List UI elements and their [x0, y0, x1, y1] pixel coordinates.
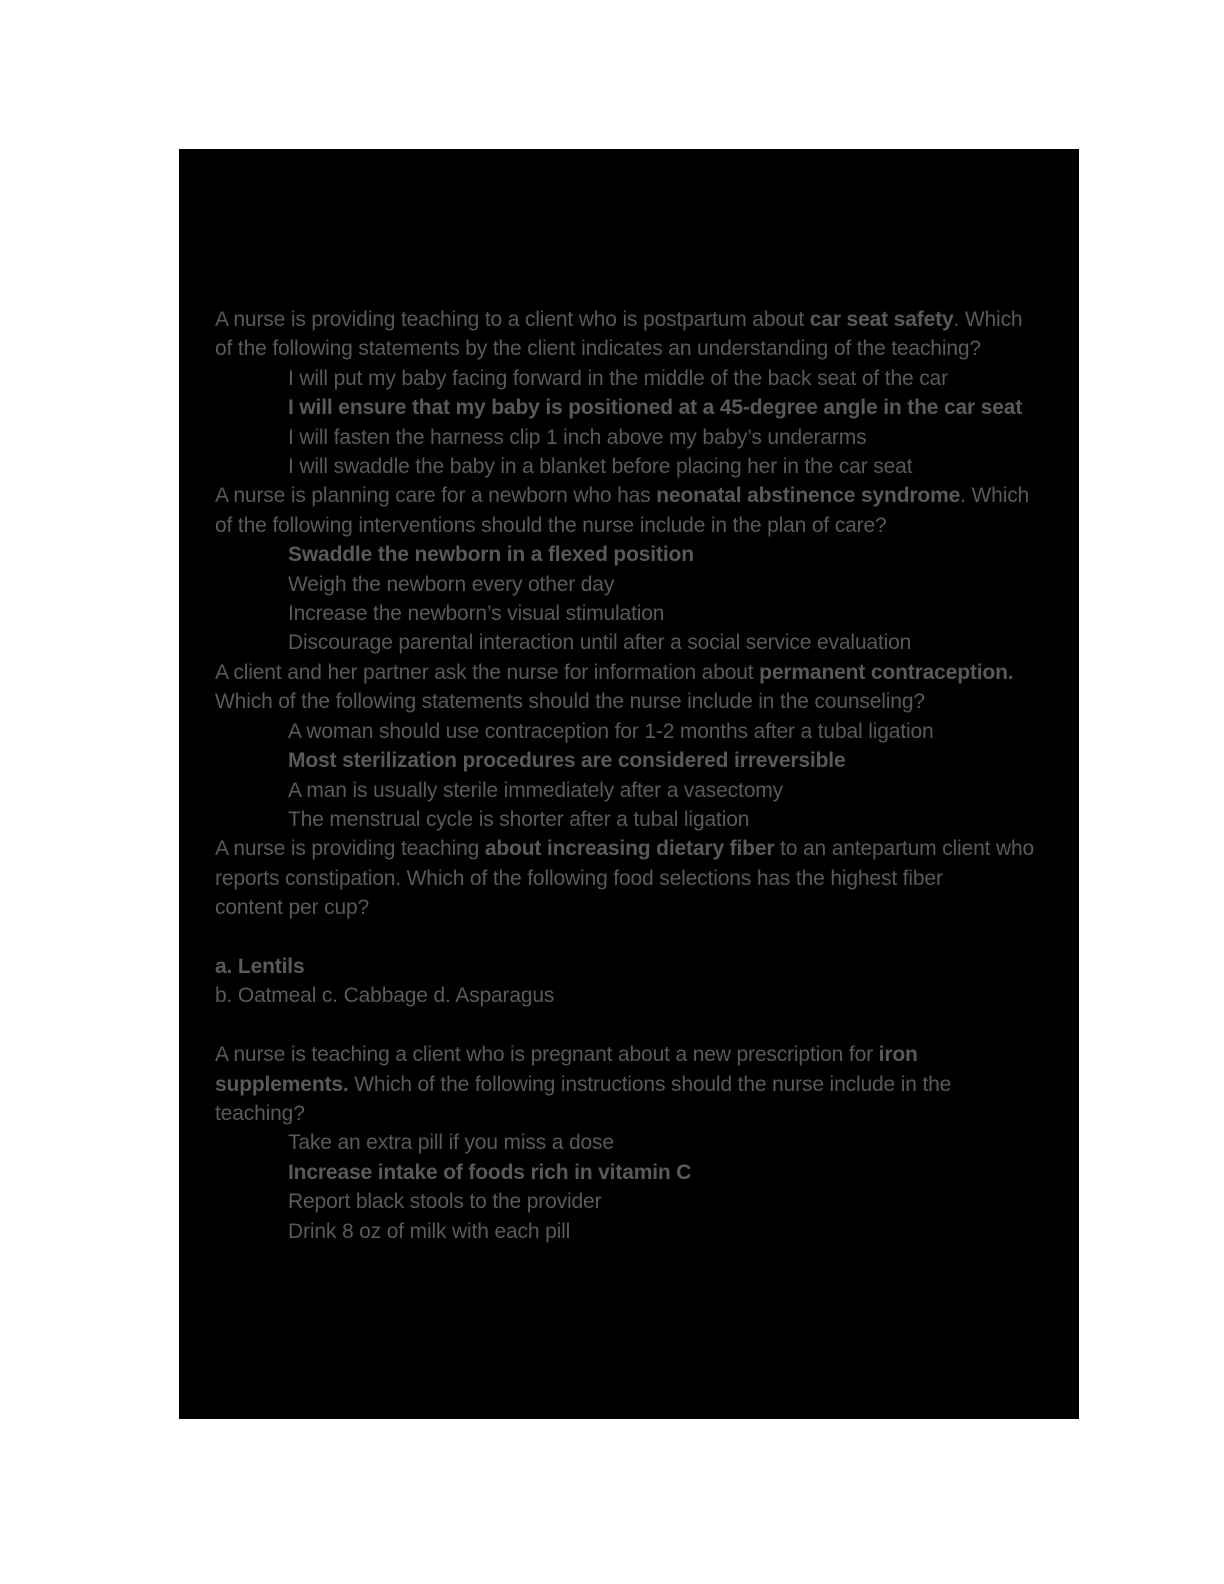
text-run: A woman should use contraception for 1-2 months after a tubal ligation	[288, 719, 934, 743]
text-run: Take an extra pill if you miss a dose	[288, 1131, 614, 1155]
text-line	[215, 1128, 1071, 1157]
text-line	[215, 364, 1071, 393]
text-line	[215, 776, 1071, 805]
text-run: The menstrual cycle is shorter after a tubal ligation	[288, 807, 750, 831]
text-run-bold: I will ensure that my baby is positioned at a 45-degree angle in the car seat	[288, 396, 1023, 420]
text-line	[215, 1187, 1071, 1216]
text-run: A client and her partner ask the nurse for information about	[215, 660, 760, 684]
text-run: A man is usually sterile immediately after a vasectomy	[288, 778, 783, 802]
text-run-bold: Increase intake of foods rich in vitamin C	[288, 1160, 692, 1184]
text-run: I will swaddle the baby in a blanket before placing her in the car seat	[288, 455, 913, 479]
text-run: . Which	[960, 484, 1030, 508]
text-run: . Which	[953, 308, 1023, 331]
text-run: A nurse is providing teaching	[215, 837, 485, 861]
text-run: Discourage parental interaction until after a social service evaluation	[288, 631, 912, 655]
text-run: I will put my baby facing forward in the middle of the back seat of the car	[288, 366, 948, 390]
text-line	[215, 1070, 1071, 1099]
text-run: of the following interventions should the nurse include in the plan of care?	[215, 513, 887, 537]
text-line	[215, 423, 1071, 452]
text-lines	[179, 305, 1079, 1246]
text-run-bold: Most sterilization procedures are considered irreversible	[288, 749, 846, 773]
blank-line	[215, 923, 1071, 952]
blank-line	[215, 1011, 1071, 1040]
text-line	[215, 305, 1071, 334]
text-run-bold: about increasing dietary fiber	[484, 837, 775, 861]
text-run: content per cup?	[215, 896, 370, 920]
text-run-bold: Swaddle the newborn in a flexed position	[288, 543, 694, 567]
text-run: Weigh the newborn every other day	[288, 572, 615, 596]
text-line	[215, 452, 1071, 481]
text-run: of the following statements by the client indicates an understanding of the teaching?	[215, 337, 981, 361]
text-run: Drink 8 oz of milk with each pill	[288, 1219, 571, 1243]
text-run: Increase the newborn’s visual stimulation	[288, 602, 665, 626]
text-run-bold: permanent contraception.	[759, 660, 1014, 684]
text-line	[215, 570, 1071, 599]
text-line	[215, 805, 1071, 834]
text-line	[215, 334, 1071, 363]
text-line	[215, 687, 1071, 716]
text-line	[215, 1158, 1071, 1187]
text-line	[215, 1099, 1071, 1128]
text-line	[215, 746, 1071, 775]
text-line	[215, 481, 1071, 510]
text-line	[215, 599, 1071, 628]
text-line	[215, 511, 1071, 540]
text-line	[215, 834, 1071, 863]
text-run-bold: car seat safety	[809, 308, 954, 331]
text-line	[215, 864, 1071, 893]
text-run-bold: neonatal abstinence syndrome	[656, 484, 961, 508]
text-line	[215, 540, 1071, 569]
text-line	[215, 393, 1071, 422]
text-line	[215, 1217, 1071, 1246]
text-run-bold: a. Lentils	[215, 954, 305, 978]
text-run: Which of the following instructions should the nurse include in the	[348, 1072, 952, 1096]
text-line	[215, 628, 1071, 657]
text-run: teaching?	[215, 1101, 305, 1125]
text-line	[215, 952, 1071, 981]
text-run: to an antepartum client who	[774, 837, 1035, 861]
text-run: A nurse is providing teaching to a client who is postpartum about	[215, 308, 810, 331]
document-page	[179, 149, 1079, 1419]
text-line	[215, 981, 1071, 1010]
text-run-bold: supplements.	[215, 1072, 349, 1096]
text-line	[215, 658, 1071, 687]
text-run: Which of the following statements should the nurse include in the counseling?	[215, 690, 925, 714]
text-line	[215, 1040, 1071, 1069]
text-line	[215, 717, 1071, 746]
text-run: A nurse is planning care for a newborn who has	[215, 484, 657, 508]
text-run: reports constipation. Which of the following food selections has the highest fiber	[215, 866, 943, 890]
text-run: b. Oatmeal c. Cabbage d. Asparagus	[215, 984, 555, 1008]
text-run: I will fasten the harness clip 1 inch above my baby’s underarms	[288, 425, 867, 449]
text-run: A nurse is teaching a client who is pregnant about a new prescription for	[215, 1043, 879, 1067]
text-run: Report black stools to the provider	[288, 1190, 602, 1214]
text-line	[215, 893, 1071, 922]
text-run-bold: iron	[878, 1043, 918, 1067]
